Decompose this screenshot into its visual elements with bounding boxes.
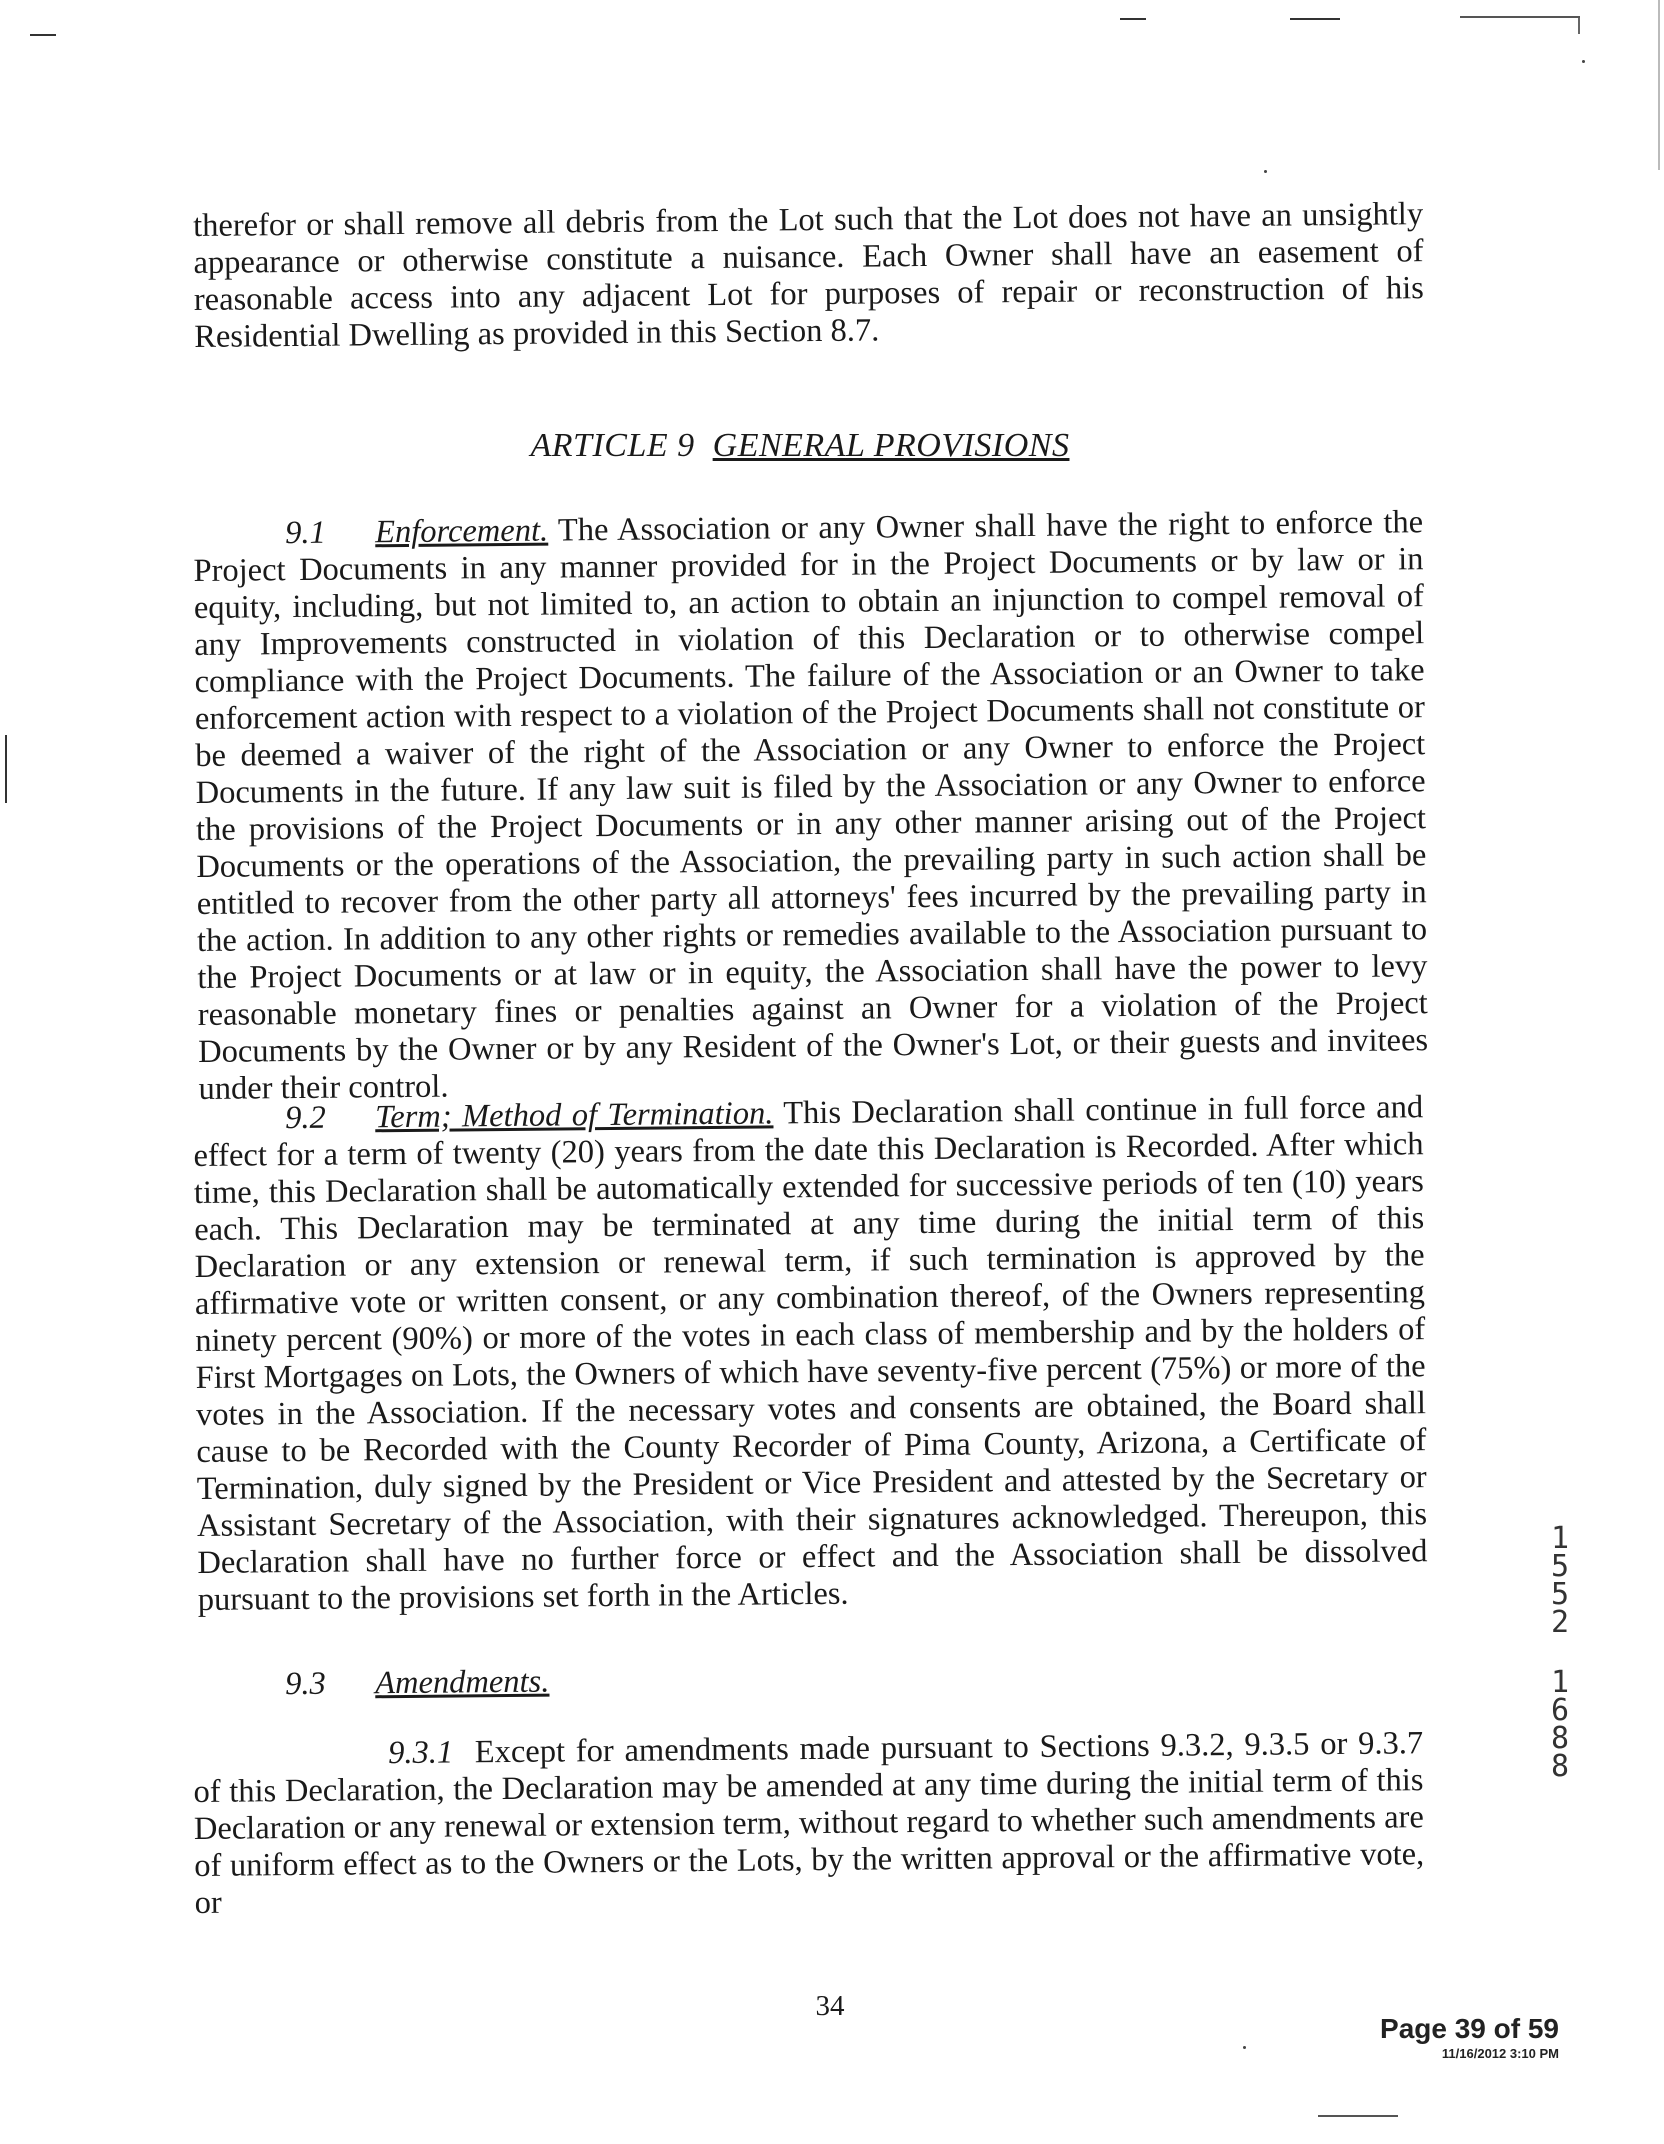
section-number: 9.3 xyxy=(284,1665,326,1703)
scan-mark xyxy=(30,34,56,36)
margin-digit: 8 xyxy=(1550,1749,1570,1784)
article-heading xyxy=(300,427,1300,465)
article-title: GENERAL PROVISIONS xyxy=(712,427,1070,464)
scan-mark xyxy=(5,735,7,803)
subsection-number: 9.3.1 xyxy=(387,1734,454,1772)
subsection-9-3-1 xyxy=(193,1725,1425,1922)
subsection-text: Except for amendments made pursuant to Sections 9.3.2, 9.3.5 or 9.3.7 of this Declaration, the Declaration may be amended at any time during the initial term of this Declaration or any renewal or extension term, without regard to whether such amendments are of uniform effect as to the Owners or the Lots, by the written approval or the affirmative vote, or xyxy=(193,1725,1425,1921)
margin-digit: 8 xyxy=(1550,1721,1570,1756)
paragraph-text: therefor or shall remove all debris from the Lot such that the Lot does not have an unsightly appearance or otherwise constitute a nuisance. Each Owner shall have an easement of reasonable access into any adjacent Lot for purposes of repair or reconstruction of his Residential Dwelling as provided in this Section 8.7. xyxy=(193,196,1424,355)
stamp-timestamp: 11/16/2012 3:10 PM xyxy=(1441,2046,1559,2061)
scan-mark xyxy=(1658,0,1660,170)
scan-mark xyxy=(1578,18,1580,34)
fragment-paragraph xyxy=(193,196,1424,356)
scan-mark xyxy=(1120,18,1146,20)
section-text: This Declaration shall continue in full force and effect for a term of twenty (20) years from the date this Declaration is Recorded. After which time, this Declaration shall be automatically extended for successive periods of ten (10) years each. This Declaration may be terminated at any time during the initial term of this Declaration or any extension or renewal term, if such termination is approved by the affirmative vote or written consent, or any combination thereof, of the Owners representing ninety percent (90%) or more of the votes in each class of membership and by the holders of First Mortgages on Lots, the Owners of which have seventy-five percent (75%) or more of the votes in the Association. If the necessary votes and consents are obtained, the Board shall cause to be Recorded with the County Recorder of Pima County, Arizona, a Certificate of Termination, duly signed by the President or Vice President and attested by the Secretary or Assistant Secretary of the Association, with their signatures acknowledged. Thereupon, this Declaration shall have no further force or effect and the Association shall be dissolved pursuant to the provisions set forth in the Articles. xyxy=(193,1089,1428,1618)
scan-mark xyxy=(1290,18,1340,20)
margin-digit: 1 xyxy=(1550,1521,1570,1556)
section-text: The Association or any Owner shall have the right to enforce the Project Documents in any manner provided for in the Project Documents or by law or in equity, including, but not limited to, an action to obtain an injunction to compel removal of any Improvements constructed in violation of this Declaration or to otherwise compel compliance with the Project Documents. The failure of the Association or an Owner to take enforcement action with respect to a violation of the Project Documents shall not constitute or be deemed a waiver of the right of the Association or any Owner to enforce the Project Documents in the future. If any law suit is filed by the Association or any Owner to enforce the provisions of the Project Documents or in any other manner arising out of the Project Documents or the operations of the Association, the prevailing party in such action shall be entitled to recover from the other party all attorneys' fees incurred by the prevailing party in the action. In addition to any other rights or remedies available to the Association pursuant to the Project Documents or at law or in equity, the Association shall have the power to levy reasonable monetary fines or penalties against an Owner for a violation of the Project Documents by the Owner or by any Resident of the Owner's Lot, or their guests and invitees under their control. xyxy=(193,504,1429,1107)
section-title: Term; Method of Termination. xyxy=(374,1095,774,1136)
section-number: 9.2 xyxy=(284,1099,326,1137)
section-title: Enforcement. xyxy=(374,512,549,551)
margin-digit: 2 xyxy=(1550,1605,1570,1640)
scan-mark xyxy=(1243,2046,1246,2049)
margin-digit: 5 xyxy=(1550,1577,1570,1612)
margin-recording-number xyxy=(1540,1521,1580,1784)
margin-digit: 5 xyxy=(1550,1549,1570,1584)
section-9-3 xyxy=(193,1655,1423,1704)
scan-mark xyxy=(1582,60,1585,63)
section-9-1 xyxy=(193,504,1429,1108)
page-count-label: Page 39 of 59 xyxy=(1380,2013,1559,2044)
section-9-2 xyxy=(193,1089,1428,1619)
recorder-stamp xyxy=(1380,2013,1559,2061)
section-title: Amendments. xyxy=(374,1663,550,1702)
page-number: 34 xyxy=(815,1990,845,2022)
scan-mark xyxy=(1460,16,1580,18)
scan-mark xyxy=(1318,2115,1398,2117)
article-prefix: ARTICLE 9 xyxy=(530,427,695,464)
scan-mark xyxy=(1264,170,1267,173)
margin-digit: 1 xyxy=(1550,1665,1570,1700)
margin-digit: 6 xyxy=(1550,1693,1570,1728)
section-number: 9.1 xyxy=(284,514,326,552)
